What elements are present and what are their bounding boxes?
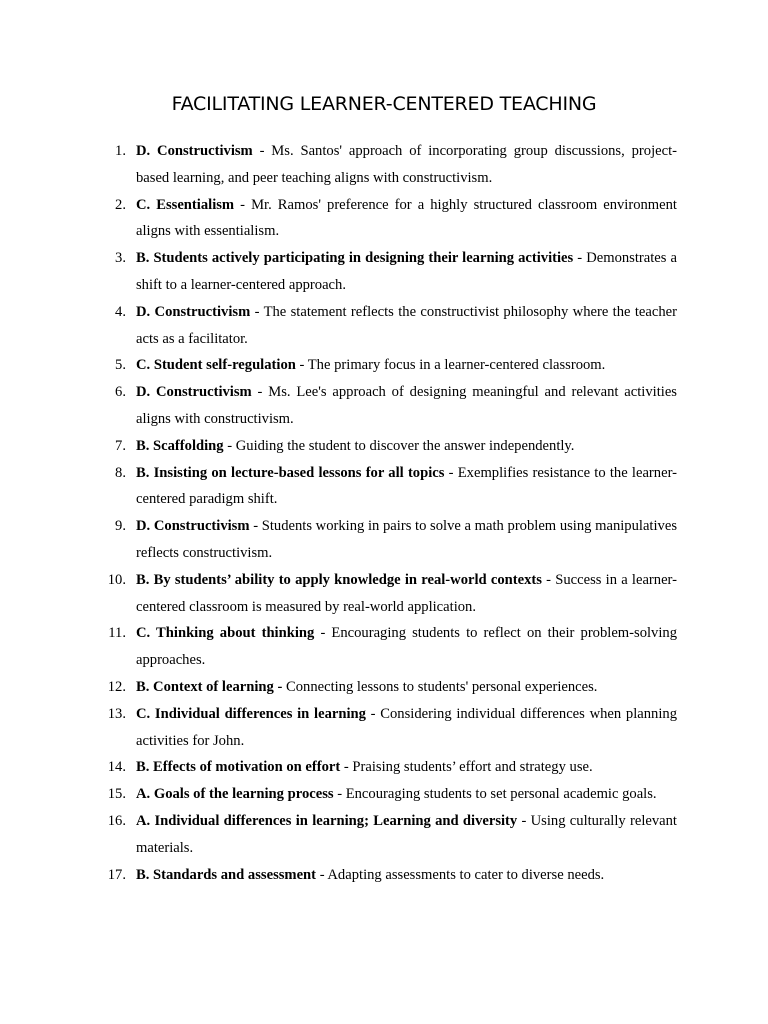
item-number: 6. — [115, 384, 126, 401]
item-answer: B. Context of learning - — [136, 678, 283, 695]
item-explanation: - Praising students’ effort and strategy use. — [340, 759, 593, 776]
item-explanation: - Encouraging students to reflect on their problem-solving approaches. — [136, 625, 677, 669]
item-answer: B. By students’ ability to apply knowledge in real-world contexts — [136, 571, 542, 588]
item-answer: D. Constructivism — [136, 303, 251, 320]
item-number: 13. — [107, 705, 126, 722]
item-number: 2. — [115, 196, 126, 213]
item-explanation: Connecting lessons to students' personal experiences. — [282, 678, 598, 695]
item-answer: C. Individual differences in learning — [136, 705, 366, 722]
page-title: FACILITATING LEARNER-CENTERED TEACHING — [171, 93, 597, 115]
list-item — [100, 862, 677, 889]
list-item — [100, 299, 677, 353]
item-explanation: - Ms. Lee's approach of designing meaningful and relevant activities aligns with constructivism. — [136, 384, 677, 427]
list-item — [100, 620, 677, 674]
item-answer: D. Constructivism — [136, 518, 250, 535]
list-item — [100, 567, 677, 621]
item-answer: A. Goals of the learning process — [136, 786, 334, 803]
item-number: 4. — [115, 303, 126, 320]
list-item — [100, 513, 677, 567]
list-item — [100, 808, 677, 862]
item-number: 5. — [115, 357, 126, 374]
item-number: 11. — [108, 625, 126, 642]
item-explanation: - Exemplifies resistance to the learner-centered paradigm shift. — [136, 464, 677, 508]
item-answer: D. Constructivism — [136, 384, 252, 401]
item-answer: C. Essentialism — [136, 196, 235, 213]
item-number: 16. — [107, 812, 126, 829]
item-explanation: - Demonstrates a shift to a learner-centered approach. — [136, 250, 677, 293]
item-number: 8. — [115, 464, 126, 481]
list-item — [100, 192, 677, 246]
list-item — [100, 754, 677, 781]
list-item — [100, 379, 677, 433]
item-answer: A. Individual differences in learning; Learning and diversity — [136, 812, 518, 829]
item-explanation: - Adapting assessments to cater to diverse needs. — [316, 866, 605, 883]
item-explanation: - Considering individual differences when planning activities for John. — [136, 705, 677, 749]
list-item — [100, 138, 677, 192]
list-item — [100, 245, 677, 299]
item-number: 17. — [107, 866, 126, 883]
item-number: 12. — [107, 678, 126, 695]
item-answer: B. Students actively participating in designing their learning activities — [136, 250, 574, 267]
item-explanation: - Guiding the student to discover the answer independently. — [223, 437, 575, 454]
item-number: 10. — [107, 571, 126, 588]
list-item — [100, 674, 677, 701]
item-number: 15. — [107, 786, 126, 803]
item-number: 1. — [115, 143, 126, 159]
item-number: 9. — [115, 518, 126, 535]
answer-list — [100, 138, 677, 888]
item-explanation: - Encouraging students to set personal academic goals. — [333, 786, 657, 803]
item-answer: C. Student self-regulation — [136, 357, 296, 374]
item-answer: B. Scaffolding — [136, 437, 224, 454]
item-answer: C. Thinking about thinking — [136, 625, 315, 642]
list-item — [100, 433, 677, 460]
item-answer: B. Effects of motivation on effort — [136, 759, 341, 776]
item-answer: D. Constructivism — [136, 143, 253, 159]
item-number: 14. — [107, 759, 126, 776]
list-item — [100, 781, 677, 808]
item-explanation: - Ms. Santos' approach of incorporating group discussions, project-based learning, and peer teaching aligns with constructivism. — [136, 143, 677, 186]
list-item — [100, 701, 677, 755]
item-answer: B. Insisting on lecture-based lessons for all topics — [136, 464, 445, 481]
item-explanation: - The statement reflects the constructivist philosophy where the teacher acts as a facilitator. — [136, 303, 677, 347]
item-number: 7. — [115, 437, 126, 454]
item-explanation: - Success in a learner-centered classroom is measured by real-world application. — [136, 571, 677, 615]
item-explanation: - Using culturally relevant materials. — [136, 812, 677, 856]
item-explanation: - The primary focus in a learner-centered classroom. — [295, 357, 606, 374]
item-number: 3. — [115, 250, 126, 267]
list-item — [100, 352, 677, 379]
item-explanation: - Mr. Ramos' preference for a highly structured classroom environment aligns with essentialism. — [136, 196, 677, 240]
list-item — [100, 460, 677, 514]
item-explanation: - Students working in pairs to solve a math problem using manipulatives reflects constructivism. — [136, 518, 677, 561]
item-answer: B. Standards and assessment — [136, 866, 317, 883]
